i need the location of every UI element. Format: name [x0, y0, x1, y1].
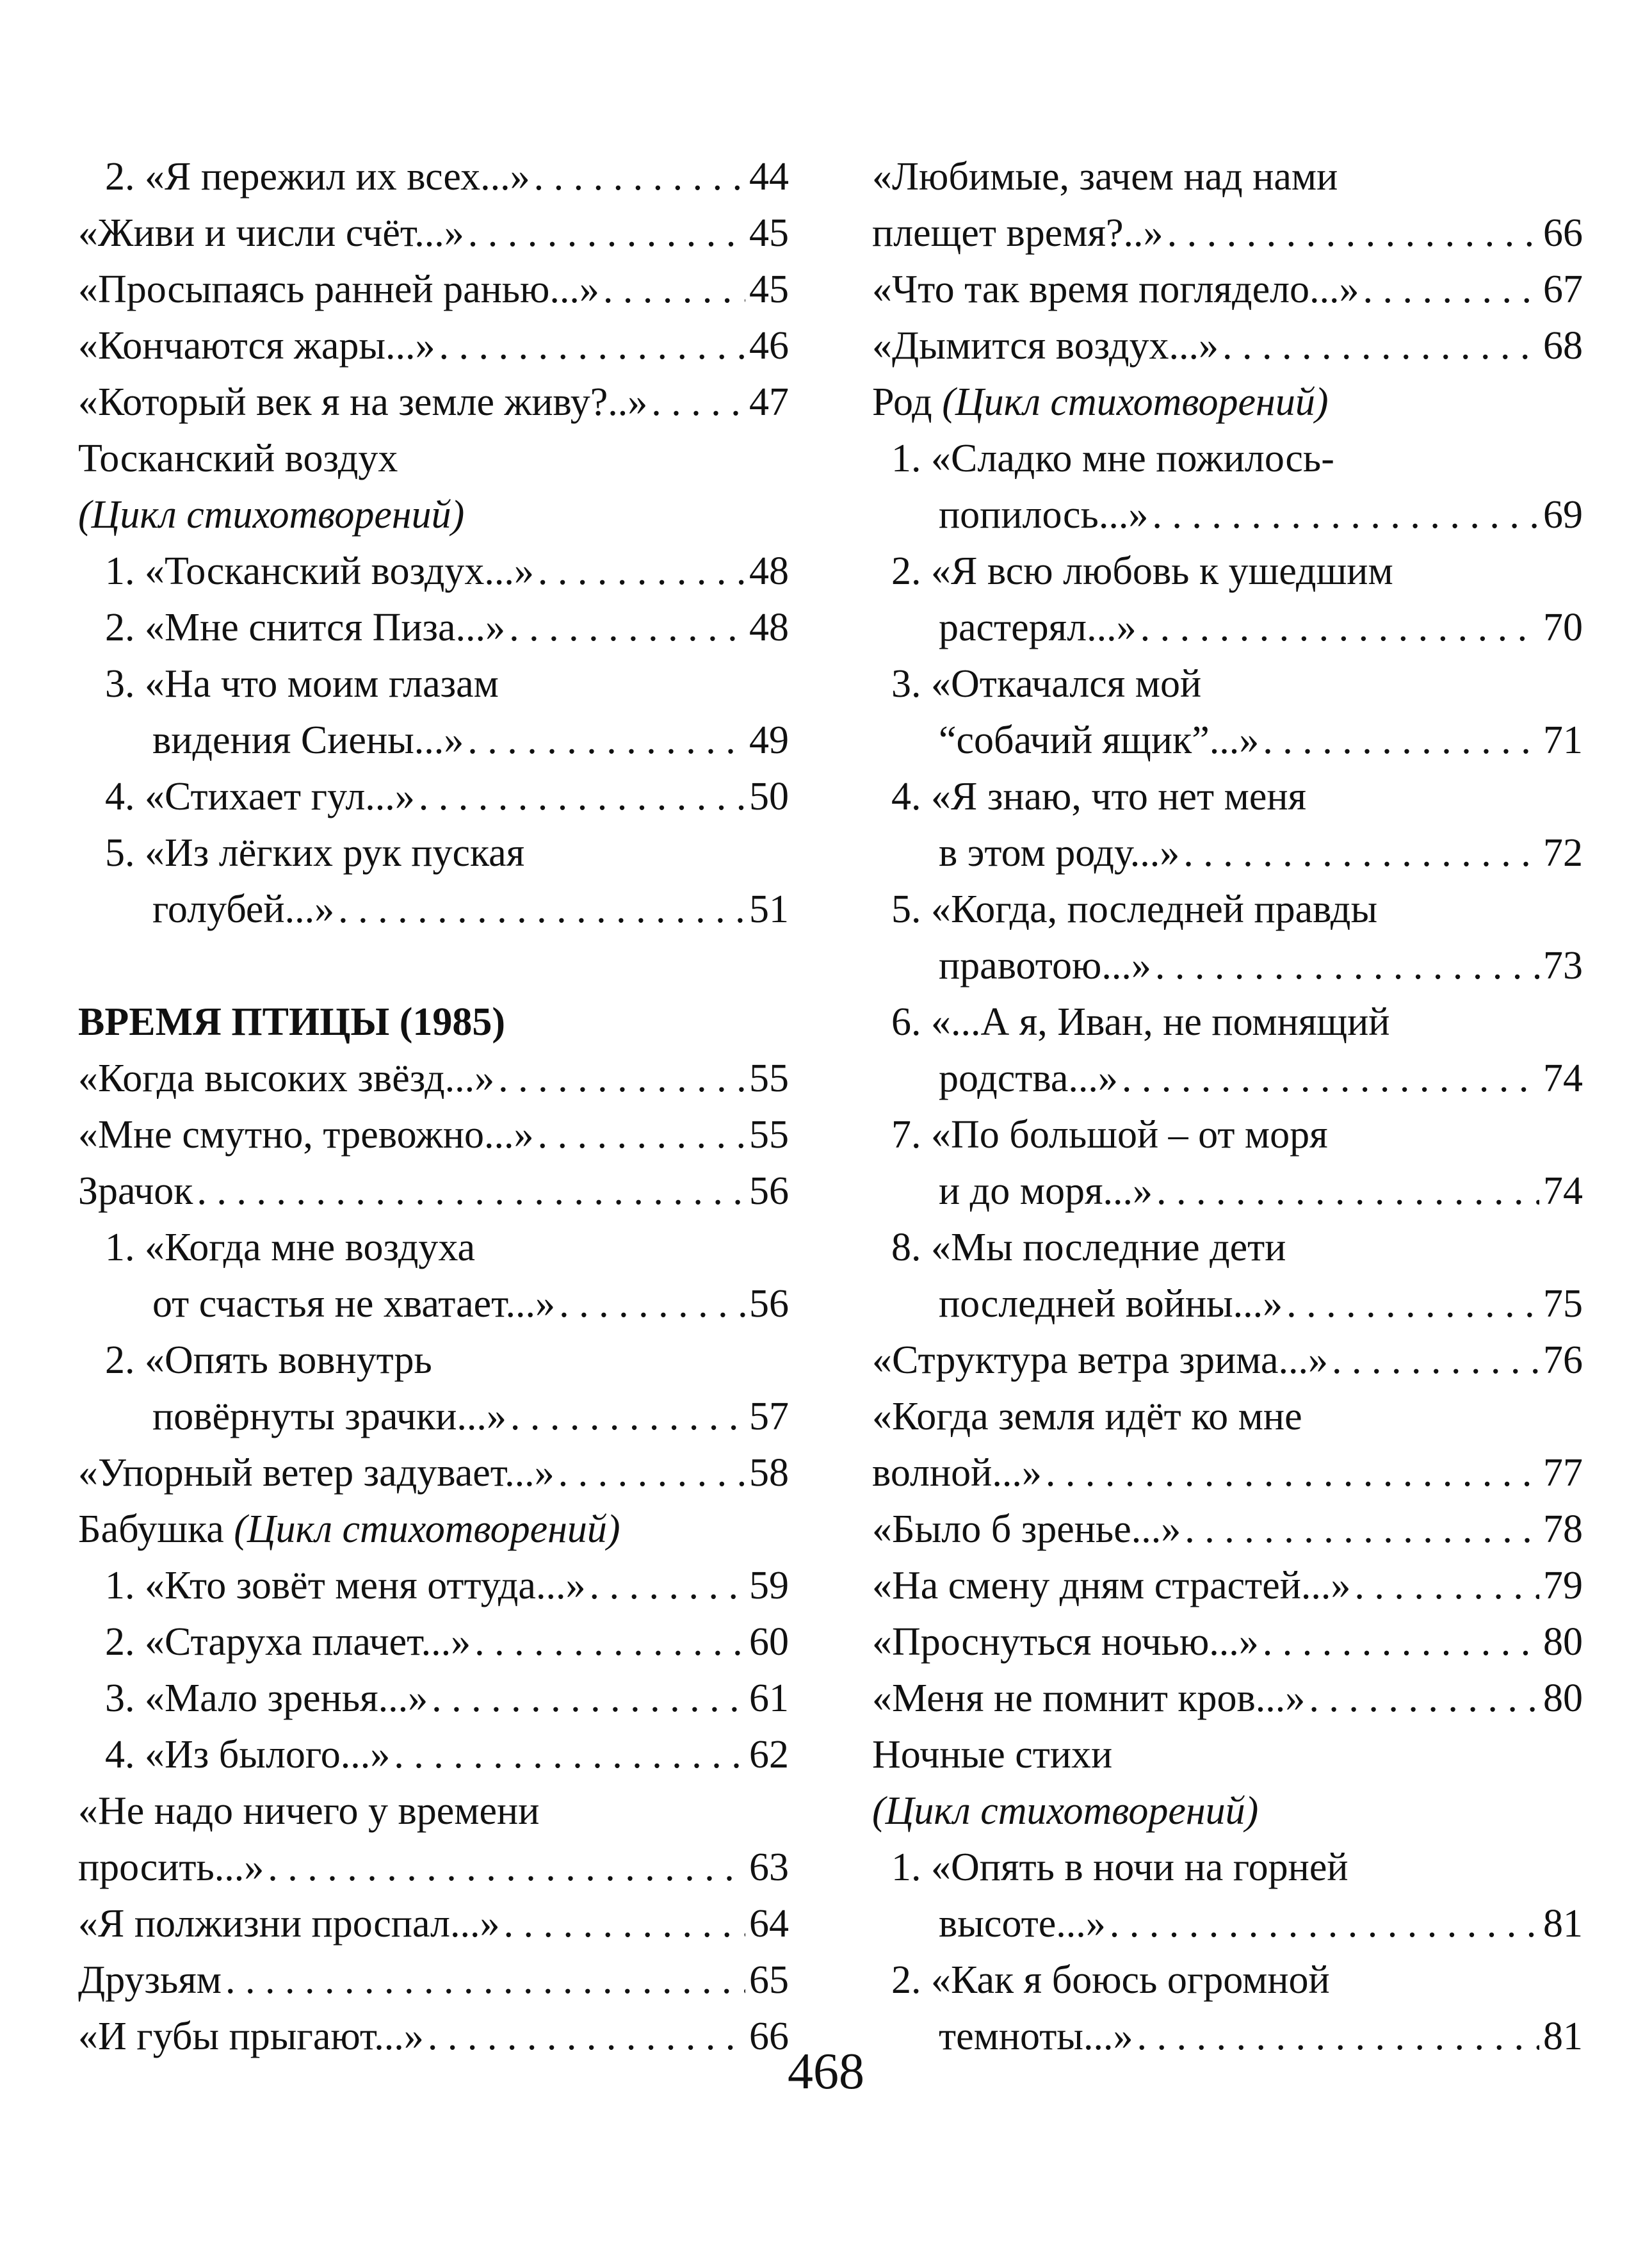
entry-page-number: 57: [749, 1395, 789, 1438]
dot-leader: [559, 1276, 745, 1332]
entry-title: «Любимые, зачем над нами: [872, 155, 1338, 199]
entry-page-number: 81: [1543, 2015, 1583, 2058]
entry-title: «Который век я на земле живу?..»: [78, 380, 648, 424]
entry-title: и до моря...»: [939, 1169, 1153, 1213]
entry-title: 5. «Когда, последней правды: [891, 888, 1378, 931]
dot-leader: [503, 1896, 745, 1952]
toc-entry: [78, 261, 789, 318]
entry-title: «Меня не помнит кров...»: [872, 1677, 1306, 1720]
dot-leader: [1152, 487, 1539, 543]
entry-page-number: 70: [1543, 606, 1583, 649]
entry-title: «Кончаются жары...»: [78, 324, 435, 368]
dot-leader: [474, 1614, 745, 1670]
cycle-subtitle: (Цикл стихотворений): [234, 1507, 620, 1551]
dot-leader: [498, 1050, 745, 1107]
entry-page-number: 44: [749, 155, 789, 199]
toc-entry: [78, 599, 789, 656]
entry-title: плещет время?..»: [872, 211, 1163, 255]
entry-page-number: 48: [749, 606, 789, 649]
toc-entry: [78, 1557, 789, 1614]
entry-title: попилось...»: [939, 493, 1149, 537]
dot-leader: [1185, 1501, 1539, 1557]
entry-title: повёрнуты зрачки...»: [152, 1395, 506, 1438]
toc-entry: [78, 1445, 789, 1501]
entry-page-number: 49: [749, 719, 789, 762]
toc-entry: [78, 1614, 789, 1670]
toc-entry: [872, 1670, 1583, 1727]
dot-leader: [603, 261, 745, 318]
entry-title: 2. «Старуха плачет...»: [105, 1620, 471, 1664]
toc-entry: [872, 1839, 1583, 1952]
entry-title: «Живи и числи счёт...»: [78, 211, 464, 255]
entry-page-number: 50: [749, 775, 789, 818]
entry-title: «Было б зренье...»: [872, 1507, 1181, 1551]
toc-entry: [78, 1783, 789, 1896]
entry-title: 3. «Мало зренья...»: [105, 1677, 428, 1720]
toc-left-column: [78, 149, 789, 2065]
toc-entry: [872, 318, 1583, 374]
entry-title: просить...»: [78, 1846, 264, 1889]
entry-title: 2. «Мне снится Пиза...»: [105, 606, 506, 649]
entry-title: голубей...»: [152, 888, 335, 931]
entry-page-number: 74: [1543, 1057, 1583, 1100]
dot-leader: [534, 149, 745, 205]
toc-entry: [78, 768, 789, 825]
dot-leader: [1167, 205, 1539, 261]
toc-right-column: [872, 149, 1583, 2065]
dot-leader: [1363, 261, 1539, 318]
entry-page-number: 59: [749, 1564, 789, 1607]
entry-title: 5. «Из лёгких рук пуская: [105, 831, 525, 875]
toc-group: [78, 1050, 789, 1501]
dot-leader: [467, 712, 745, 768]
entry-page-number: 75: [1543, 1282, 1583, 1326]
toc-group: [872, 1839, 1583, 2065]
entry-page-number: 78: [1543, 1507, 1583, 1551]
dot-leader: [1155, 938, 1539, 994]
entry-page-number: 46: [749, 324, 789, 368]
toc-entry: [78, 1896, 789, 1952]
dot-leader: [1046, 1445, 1539, 1501]
toc-entry: [872, 430, 1583, 543]
dot-leader: [419, 768, 745, 825]
entry-title: Друзьям: [78, 1958, 222, 2002]
toc-entry: [78, 1163, 789, 1219]
entry-title: «И губы прыгают...»: [78, 2015, 424, 2058]
toc-entry: [78, 656, 789, 768]
toc-entry: [872, 656, 1583, 768]
toc-entry: [872, 768, 1583, 881]
entry-title: 4. «Стихает гул...»: [105, 775, 415, 818]
entry-title: “собачий ящик”...»: [939, 719, 1259, 762]
entry-title: «На смену дням страстей...»: [872, 1564, 1351, 1607]
entry-page-number: 72: [1543, 831, 1583, 875]
toc-entry: [872, 881, 1583, 994]
toc-entry: [78, 149, 789, 205]
entry-page-number: 56: [749, 1169, 789, 1213]
entry-title: «Что так время поглядело...»: [872, 268, 1359, 311]
entry-page-number: 63: [749, 1846, 789, 1889]
cycle-title: Тосканский воздух (Цикл стихотворений): [78, 430, 789, 543]
entry-title: 7. «По большой – от моря: [891, 1113, 1328, 1157]
entry-title: 1. «Сладко мне пожилось-: [891, 437, 1334, 480]
entry-title: «Упорный ветер задувает...»: [78, 1451, 555, 1495]
dot-leader: [468, 205, 745, 261]
dot-leader: [1286, 1276, 1539, 1332]
toc-entry: [78, 825, 789, 938]
entry-title: 2. «Я всю любовь к ушедшим: [891, 549, 1393, 593]
toc-entry: [872, 1557, 1583, 1614]
dot-leader: [1263, 1614, 1539, 1670]
toc-entry: [78, 1332, 789, 1445]
entry-page-number: 81: [1543, 1902, 1583, 1946]
dot-leader: [1110, 1896, 1539, 1952]
dot-leader: [439, 318, 745, 374]
entry-page-number: 66: [749, 2015, 789, 2058]
entry-page-number: 71: [1543, 719, 1583, 762]
entry-title: правотою...»: [939, 944, 1151, 987]
entry-title: 2. «Опять вовнутрь: [105, 1338, 432, 1382]
toc-entry: [872, 1219, 1583, 1332]
dot-leader: [509, 599, 745, 656]
entry-page-number: 45: [749, 268, 789, 311]
toc-group: [78, 149, 789, 430]
toc-entry: [78, 1050, 789, 1107]
entry-title: «Структура ветра зрима...»: [872, 1338, 1328, 1382]
entry-title: «Не надо ничего у времени: [78, 1789, 540, 1833]
dot-leader: [1263, 712, 1539, 768]
entry-title: 6. «...А я, Иван, не помнящий: [891, 1000, 1390, 1044]
entry-title: 2. «Как я боюсь огромной: [891, 1958, 1330, 2002]
dot-leader: [1354, 1557, 1539, 1614]
entry-page-number: 45: [749, 211, 789, 255]
entry-title: 1. «Опять в ночи на горней: [891, 1846, 1348, 1889]
entry-page-number: 76: [1543, 1338, 1583, 1382]
dot-leader: [538, 1107, 745, 1163]
toc-entry: [78, 374, 789, 430]
entry-page-number: 79: [1543, 1564, 1583, 1607]
dot-leader: [1332, 1332, 1539, 1388]
entry-title: последней войны...»: [939, 1282, 1283, 1326]
dot-leader: [197, 1163, 745, 1219]
cycle-title: Ночные стихи (Цикл стихотворений): [872, 1727, 1583, 1839]
dot-leader: [589, 1557, 745, 1614]
entry-page-number: 55: [749, 1057, 789, 1100]
entry-title: темноты...»: [939, 2015, 1133, 2058]
entry-page-number: 73: [1543, 944, 1583, 987]
entry-page-number: 51: [749, 888, 789, 931]
entry-title: Зрачок: [78, 1169, 193, 1213]
toc-entry: [78, 543, 789, 599]
entry-title: 2. «Я пережил их всех...»: [105, 155, 530, 199]
entry-title: «Дымится воздух...»: [872, 324, 1219, 368]
entry-page-number: 65: [749, 1958, 789, 2002]
toc-entry: [872, 1614, 1583, 1670]
entry-title: волной...»: [872, 1451, 1042, 1495]
toc-entry: [78, 1219, 789, 1332]
entry-title: родства...»: [939, 1057, 1118, 1100]
entry-page-number: 68: [1543, 324, 1583, 368]
entry-page-number: 74: [1543, 1169, 1583, 1213]
cycle-subtitle: (Цикл стихотворений): [872, 1789, 1259, 1833]
toc-entry: [872, 1107, 1583, 1219]
entry-page-number: 66: [1543, 211, 1583, 255]
entry-page-number: 67: [1543, 268, 1583, 311]
entry-page-number: 64: [749, 1902, 789, 1946]
toc-entry: [872, 1501, 1583, 1557]
entry-title: «Когда высоких звёзд...»: [78, 1057, 495, 1100]
dot-leader: [510, 1388, 745, 1445]
entry-page-number: 61: [749, 1677, 789, 1720]
toc-entry: [872, 994, 1583, 1107]
entry-title: от счастья не хватает...»: [152, 1282, 556, 1326]
toc-entry: [78, 1952, 789, 2008]
entry-page-number: 77: [1543, 1451, 1583, 1495]
dot-leader: [1140, 599, 1539, 656]
cycle-title: Род (Цикл стихотворений): [872, 380, 1329, 424]
toc-entry: [872, 1332, 1583, 1388]
entry-title: 4. «Из былого...»: [105, 1733, 391, 1776]
entry-title: видения Сиены...»: [152, 719, 464, 762]
entry-page-number: 56: [749, 1282, 789, 1326]
dot-leader: [651, 374, 745, 430]
toc-group: [872, 149, 1583, 374]
dot-leader: [432, 1670, 745, 1727]
entry-title: «Мне смутно, тревожно...»: [78, 1113, 534, 1157]
dot-leader: [1122, 1050, 1539, 1107]
toc-group: [872, 430, 1583, 1727]
dot-leader: [558, 1445, 745, 1501]
entry-page-number: 55: [749, 1113, 789, 1157]
cycle-subtitle: (Цикл стихотворений): [942, 380, 1329, 424]
entry-title: 1. «Кто зовёт меня оттуда...»: [105, 1564, 586, 1607]
entry-page-number: 58: [749, 1451, 789, 1495]
entry-title: «Просыпаясь ранней ранью...»: [78, 268, 599, 311]
entry-title: 3. «На что моим глазам: [105, 662, 499, 706]
toc-group: [78, 543, 789, 938]
entry-title: «Проснуться ночью...»: [872, 1620, 1259, 1664]
page-number: 468: [788, 2044, 864, 2100]
toc-entry: [78, 1670, 789, 1727]
toc-group: [78, 1557, 789, 2065]
entry-page-number: 48: [749, 549, 789, 593]
entry-title: 8. «Мы последние дети: [891, 1226, 1286, 1269]
entry-page-number: 60: [749, 1620, 789, 1664]
entry-page-number: 47: [749, 380, 789, 424]
entry-title: 1. «Тосканский воздух...»: [105, 549, 534, 593]
entry-title: 4. «Я знаю, что нет меня: [891, 775, 1307, 818]
toc-entry: [872, 261, 1583, 318]
cycle-subtitle: (Цикл стихотворений): [78, 493, 465, 537]
entry-title: высоте...»: [939, 1902, 1106, 1946]
entry-page-number: 62: [749, 1733, 789, 1776]
entry-page-number: 80: [1543, 1620, 1583, 1664]
dot-leader: [338, 881, 745, 938]
entry-page-number: 69: [1543, 493, 1583, 537]
dot-leader: [225, 1952, 745, 2008]
toc-entry: [78, 1107, 789, 1163]
dot-leader: [1309, 1670, 1539, 1727]
cycle-title: Бабушка (Цикл стихотворений): [78, 1507, 620, 1551]
toc-entry: [872, 543, 1583, 656]
toc-entry: [78, 1727, 789, 1783]
dot-leader: [1183, 825, 1539, 881]
entry-title: 1. «Когда мне воздуха: [105, 1226, 476, 1269]
entry-title: «Когда земля идёт ко мне: [872, 1395, 1302, 1438]
toc-entry: [872, 149, 1583, 261]
entry-title: растерял...»: [939, 606, 1137, 649]
section-heading: ВРЕМЯ ПТИЦЫ (1985): [78, 1000, 506, 1044]
dot-leader: [1222, 318, 1539, 374]
entry-title: в этом роду...»: [939, 831, 1180, 875]
toc-entry: [78, 318, 789, 374]
toc-entry: [78, 205, 789, 261]
dot-leader: [394, 1727, 745, 1783]
dot-leader: [1156, 1163, 1539, 1219]
entry-title: 3. «Откачался мой: [891, 662, 1202, 706]
entry-title: «Я полжизни проспал...»: [78, 1902, 500, 1946]
entry-page-number: 80: [1543, 1677, 1583, 1720]
dot-leader: [268, 1839, 745, 1896]
toc-entry: [872, 1388, 1583, 1501]
dot-leader: [538, 543, 745, 599]
